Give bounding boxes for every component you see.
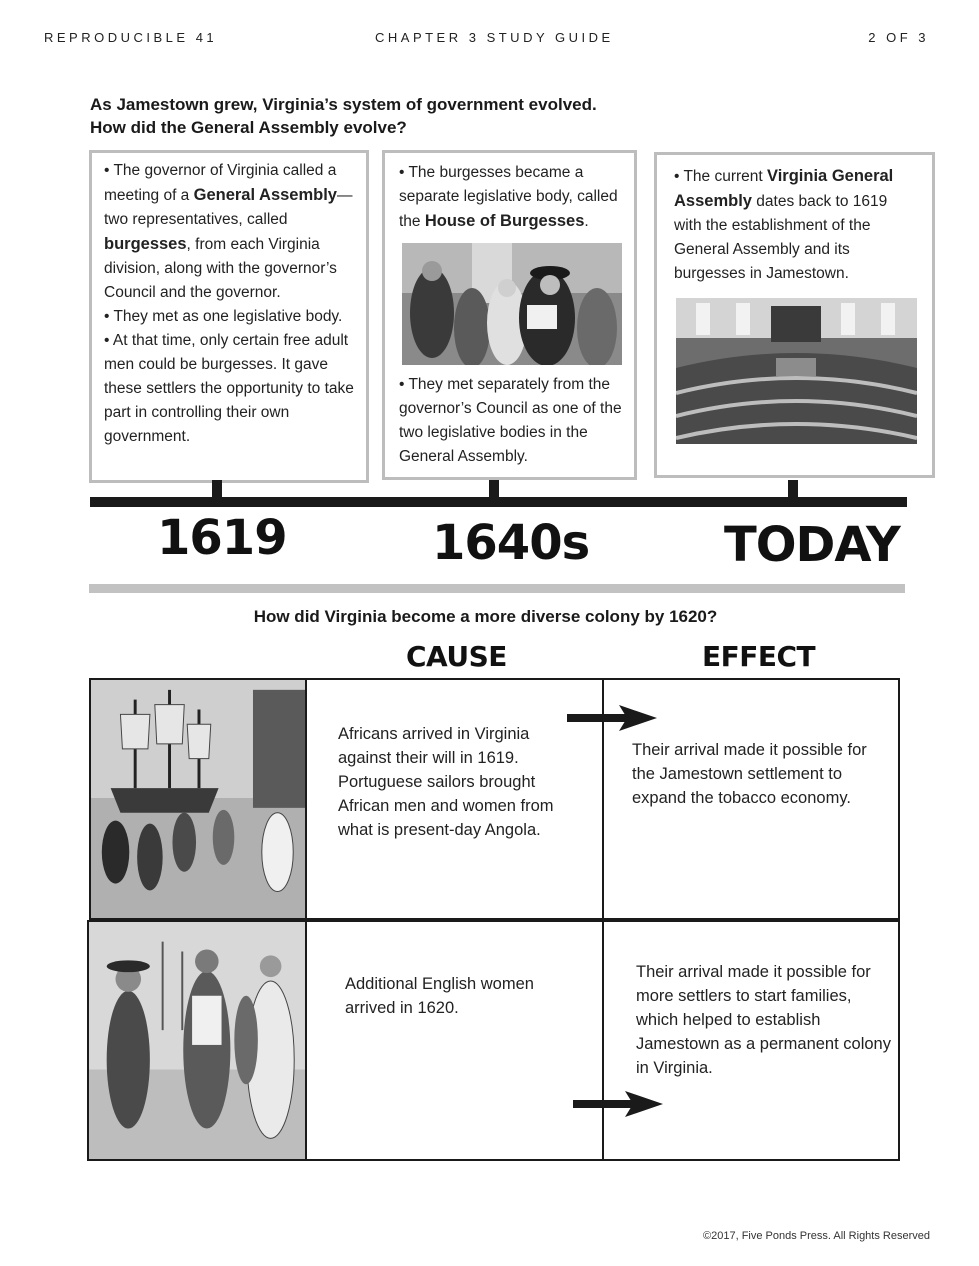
- text-span: • The governor of Virginia called a meeting of a: [104, 162, 337, 204]
- box-1640s-paragraph-2: • They met separately from the governor’s Council as one of the two legislative bodies in the General Assembly.: [399, 376, 622, 465]
- right-arrow-icon: [573, 1091, 663, 1117]
- section-divider: [89, 584, 905, 593]
- cause-text: Africans arrived in Virginia against their will in 1619. Portuguese sailors brought African men and women from what is present-day Angola.: [338, 725, 554, 839]
- cause-text: Additional English women arrived in 1620.: [345, 975, 534, 1017]
- timeline-tick-today: [788, 480, 798, 500]
- term-virginia-general-assembly: Virginia General Assembly: [674, 167, 894, 210]
- effect-cell-families: [602, 920, 900, 1161]
- english-women-illustration: [87, 920, 307, 1161]
- year-label-1640s: 1640s: [432, 515, 590, 571]
- cause-cell-africans: [305, 678, 604, 920]
- cause-header: CAUSE: [406, 640, 507, 673]
- text-span: dates back to 1619 with the establishment of the General Assembly and its burgesses in Jamestown.: [674, 193, 888, 282]
- question-general-assembly: [90, 93, 597, 139]
- question-diverse-colony: How did Virginia become a more diverse colony by 1620?: [253, 607, 718, 626]
- timeline-tick-1619: [212, 480, 222, 500]
- box-1640s-paragraph-1: [399, 161, 622, 234]
- reproducible-label: REPRODUCIBLE 41: [44, 30, 218, 45]
- text-span: —two representatives, called: [104, 187, 353, 228]
- assembly-chamber-photo: [676, 298, 917, 444]
- timeline-box-today: [654, 152, 935, 478]
- ship-arrival-illustration: [89, 678, 307, 920]
- box-today-paragraph-1: [674, 164, 918, 286]
- text-span: • The current: [674, 168, 768, 185]
- copyright-footer: ©2017, Five Ponds Press. All Rights Reserved: [703, 1230, 930, 1242]
- page-number: 2 OF 3: [868, 30, 929, 45]
- text-span: , from each Virginia division, along with the governor’s Council and the governor.: [104, 236, 337, 301]
- timeline-box-1619: [89, 150, 369, 483]
- burgesses-illustration: [402, 243, 622, 365]
- right-arrow-icon: [567, 705, 657, 731]
- term-house-of-burgesses: House of Burgesses: [424, 212, 585, 230]
- timeline-box-1640s: [382, 150, 637, 480]
- box-1619-paragraph-2: • They met as one legislative body.: [104, 308, 343, 325]
- effect-text: Their arrival made it possible for the Jamestown settlement to expand the tobacco economy.: [632, 741, 867, 807]
- timeline-tick-1640s: [489, 480, 499, 500]
- year-label-1619: 1619: [157, 510, 287, 566]
- text-span: • The burgesses became a separate legislative body, called the: [399, 164, 618, 230]
- year-label-today: TODAY: [724, 517, 900, 573]
- box-1619-paragraph-3: • At that time, only certain free adult men could be burgesses. It gave these settlers the opportunity to take part in controlling their own government.: [104, 332, 354, 445]
- text-span: .: [584, 213, 589, 230]
- effect-header: EFFECT: [702, 640, 816, 673]
- term-burgesses: burgesses: [104, 235, 187, 253]
- box-1619-paragraph-1: [104, 159, 354, 305]
- question-line-2: How did the General Assembly evolve?: [90, 118, 407, 137]
- term-general-assembly: General Assembly: [193, 186, 337, 204]
- question-line-1: As Jamestown grew, Virginia’s system of government evolved.: [90, 95, 597, 114]
- chapter-title: CHAPTER 3 STUDY GUIDE: [375, 30, 614, 45]
- effect-text: Their arrival made it possible for more settlers to start families, which helped to establish Jamestown as a permanent colony in Virginia.: [636, 963, 891, 1077]
- cause-cell-english-women: [305, 920, 604, 1161]
